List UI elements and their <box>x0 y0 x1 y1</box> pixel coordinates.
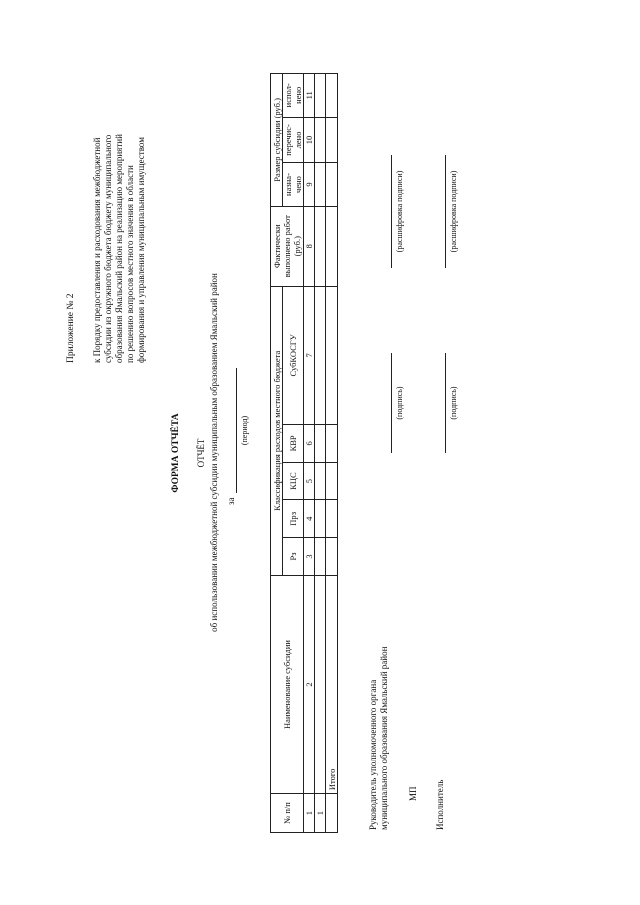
total-label: Итого <box>326 575 338 793</box>
column-number: 10 <box>304 117 315 163</box>
appendix-title: Приложение № 2 <box>66 293 76 363</box>
head-decoding-caption: (расшифровка подписи) <box>395 170 404 253</box>
cell <box>326 117 338 163</box>
column-number: 5 <box>304 462 315 500</box>
col-kvr-header: КВР <box>283 425 304 463</box>
column-number: 3 <box>304 538 315 576</box>
cell <box>326 462 338 500</box>
cell <box>315 286 326 424</box>
seal-mark: МП <box>408 786 418 801</box>
column-number: 7 <box>304 286 315 424</box>
head-signature-caption: (подпись) <box>395 386 404 420</box>
col-assigned-header: назна- чено <box>283 163 304 206</box>
col-name-header: Наименование субсидии <box>271 575 304 793</box>
header-row-1 <box>271 74 283 833</box>
column-number: 9 <box>304 163 315 206</box>
form-title: ФОРМА ОТЧЁТА <box>171 413 181 493</box>
executor-decoding-caption: (расшифровка подписи) <box>449 170 458 253</box>
col-kcs-header: КЦС <box>283 462 304 500</box>
period-caption: (период) <box>240 415 249 446</box>
column-number: 4 <box>304 500 315 538</box>
appendix-text-line-3: образования Ямальский район на реализацию мероприятий <box>114 134 124 363</box>
cell <box>326 425 338 463</box>
cell <box>326 74 338 118</box>
cell <box>315 500 326 538</box>
cell <box>315 206 326 286</box>
column-number: 6 <box>304 425 315 463</box>
cell <box>315 462 326 500</box>
cell <box>315 74 326 118</box>
cell <box>326 286 338 424</box>
column-number: 11 <box>304 74 315 118</box>
column-numbers-row <box>304 74 315 833</box>
cell <box>315 117 326 163</box>
appendix-text-line-5: формирования и управления муниципальным имуществом <box>136 137 146 363</box>
report-subject: об использовании межбюджетной субсидии муниципальным образованием Ямальский район <box>209 273 219 632</box>
cell <box>315 575 326 793</box>
executor-label: Исполнитель <box>435 779 445 830</box>
head-title-line-1: Руководитель уполномоченного органа <box>368 679 378 830</box>
appendix-text-line-4: по решению вопросов местного значения в области <box>125 165 135 363</box>
head-title-line-2: муниципального образования Ямальский район <box>379 646 389 830</box>
report-table <box>270 73 338 833</box>
cell <box>326 538 338 576</box>
col-rz-header: Рз <box>283 538 304 576</box>
col-num-header: № п/п <box>271 794 304 833</box>
table-row <box>315 74 326 833</box>
cell <box>315 425 326 463</box>
cell <box>326 206 338 286</box>
col-fact-header: Фактически выполнено работ (руб.) <box>271 206 304 286</box>
cell <box>326 500 338 538</box>
executor-signature-line <box>445 353 446 453</box>
total-row <box>326 74 338 833</box>
col-class-header: Классификация расходов местного бюджета <box>271 286 283 575</box>
report-title: ОТЧЁТ <box>196 438 206 468</box>
period-prefix: за <box>226 497 236 505</box>
appendix-text-line-2: субсидии из окружного бюджета бюджету муниципального <box>103 134 113 363</box>
col-subkosgu-header: СубКОСГУ <box>283 286 304 424</box>
cell <box>326 794 338 833</box>
executor-signature-caption: (подпись) <box>449 386 458 420</box>
cell <box>315 163 326 206</box>
cell <box>326 163 338 206</box>
appendix-text-line-1: к Порядку предоставления и расходования межбюджетной <box>92 137 102 363</box>
col-size-header: Размер субсидии (руб.) <box>271 74 283 207</box>
head-decoding-line <box>391 155 392 268</box>
executor-decoding-line <box>445 155 446 268</box>
col-prz-header: Прз <box>283 500 304 538</box>
period-line <box>236 368 237 493</box>
column-number: 1 <box>304 794 315 833</box>
head-signature-line <box>391 353 392 453</box>
cell <box>315 538 326 576</box>
row-number: 1 <box>315 794 326 833</box>
col-transferred-header: перечис- лено <box>283 117 304 163</box>
col-executed-header: испол- нено <box>283 74 304 118</box>
column-number: 2 <box>304 575 315 793</box>
column-number: 8 <box>304 206 315 286</box>
